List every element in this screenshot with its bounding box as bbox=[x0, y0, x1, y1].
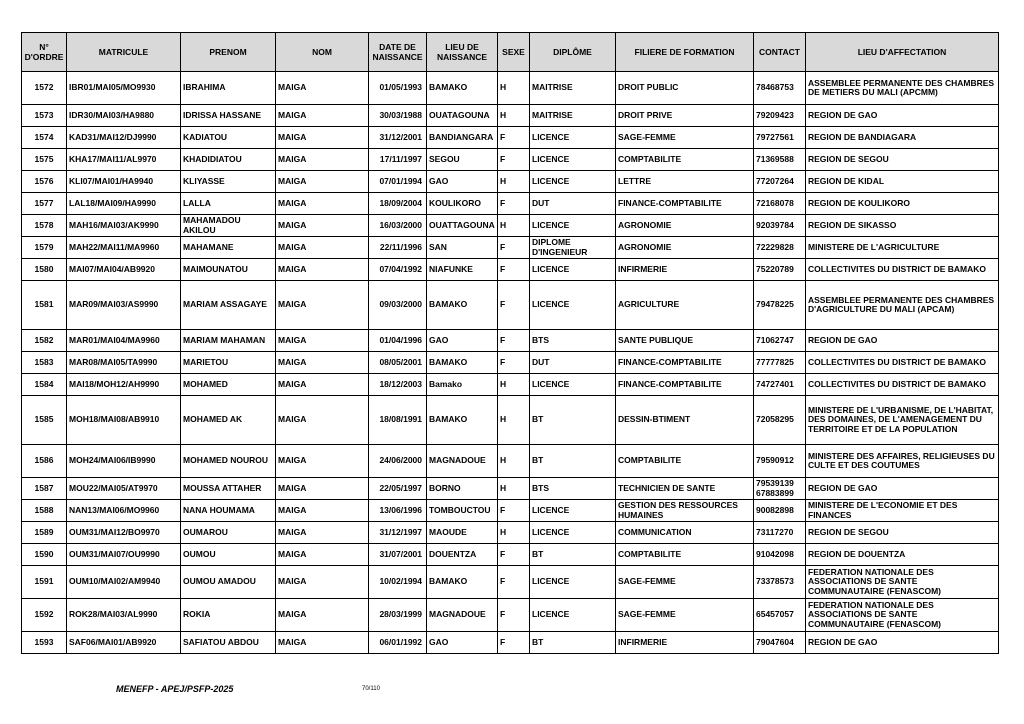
cell-nom: MAIGA bbox=[276, 72, 369, 105]
header-prenom: PRENOM bbox=[181, 33, 276, 72]
cell-affectation: COLLECTIVITES DU DISTRICT DE BAMAKO bbox=[806, 352, 999, 374]
table-row bbox=[22, 149, 999, 171]
cell-sexe: H bbox=[498, 522, 530, 544]
cell-nom: MAIGA bbox=[276, 171, 369, 193]
header-contact: CONTACT bbox=[754, 33, 806, 72]
cell-matricule: OUM10/MAI02/AM9940 bbox=[67, 566, 181, 599]
cell-lieu-naissance: OUATTAGOUNA bbox=[427, 215, 498, 237]
cell-matricule: KHA17/MAI11/AL9970 bbox=[67, 149, 181, 171]
cell-filiere: FINANCE-COMPTABILITE bbox=[616, 352, 754, 374]
cell-date-naissance: 10/02/1994 bbox=[369, 566, 427, 599]
cell-sexe: F bbox=[498, 281, 530, 330]
cell-lieu-naissance: BAMAKO bbox=[427, 396, 498, 445]
cell-diplome: DUT bbox=[530, 352, 616, 374]
cell-matricule: MOH18/MAI08/AB9910 bbox=[67, 396, 181, 445]
cell-filiere: COMPTABILITE bbox=[616, 544, 754, 566]
cell-lieu-naissance: NIAFUNKE bbox=[427, 259, 498, 281]
table-row bbox=[22, 237, 999, 259]
cell-lieu-naissance: DOUENTZA bbox=[427, 544, 498, 566]
cell-nom: MAIGA bbox=[276, 281, 369, 330]
cell-filiere: AGRONOMIE bbox=[616, 237, 754, 259]
cell-diplome: LICENCE bbox=[530, 149, 616, 171]
cell-diplome: LICENCE bbox=[530, 374, 616, 396]
cell-affectation: MINISTERE DES AFFAIRES, RELIGIEUSES DU CULTE ET DES COUTUMES bbox=[806, 445, 999, 478]
cell-nom: MAIGA bbox=[276, 127, 369, 149]
cell-prenom: SAFIATOU ABDOU bbox=[181, 632, 276, 654]
cell-date-naissance: 08/05/2001 bbox=[369, 352, 427, 374]
cell-prenom: OUMOU AMADOU bbox=[181, 566, 276, 599]
cell-ordre: 1585 bbox=[22, 396, 67, 445]
cell-filiere: COMMUNICATION bbox=[616, 522, 754, 544]
cell-prenom: KHADIDIATOU bbox=[181, 149, 276, 171]
cell-lieu-naissance: BAMAKO bbox=[427, 352, 498, 374]
cell-filiere: SAGE-FEMME bbox=[616, 127, 754, 149]
cell-matricule: SAF06/MAI01/AB9920 bbox=[67, 632, 181, 654]
cell-ordre: 1593 bbox=[22, 632, 67, 654]
cell-filiere: INFIRMERIE bbox=[616, 259, 754, 281]
cell-sexe: F bbox=[498, 566, 530, 599]
cell-date-naissance: 31/12/2001 bbox=[369, 127, 427, 149]
cell-nom: MAIGA bbox=[276, 352, 369, 374]
cell-prenom: MOHAMED AK bbox=[181, 396, 276, 445]
cell-sexe: H bbox=[498, 374, 530, 396]
cell-ordre: 1576 bbox=[22, 171, 67, 193]
cell-prenom: NANA HOUMAMA bbox=[181, 500, 276, 522]
cell-date-naissance: 17/11/1997 bbox=[369, 149, 427, 171]
cell-affectation: REGION DE GAO bbox=[806, 105, 999, 127]
cell-matricule: IBR01/MAI05/MO9930 bbox=[67, 72, 181, 105]
cell-matricule: KLI07/MAI01/HA9940 bbox=[67, 171, 181, 193]
cell-nom: MAIGA bbox=[276, 566, 369, 599]
table-row bbox=[22, 632, 999, 654]
cell-filiere: FINANCE-COMPTABILITE bbox=[616, 193, 754, 215]
cell-lieu-naissance: MAGNADOUE bbox=[427, 445, 498, 478]
cell-diplome: DIPLOME D'INGENIEUR bbox=[530, 237, 616, 259]
cell-prenom: IDRISSA HASSANE bbox=[181, 105, 276, 127]
cell-matricule: MAI18/MOH12/AH9990 bbox=[67, 374, 181, 396]
cell-contact: 71062747 bbox=[754, 330, 806, 352]
cell-matricule: MAR09/MAI03/AS9990 bbox=[67, 281, 181, 330]
cell-sexe: F bbox=[498, 599, 530, 632]
header-lieu-naissance: LIEU DE NAISSANCE bbox=[427, 33, 498, 72]
cell-affectation: REGION DE SIKASSO bbox=[806, 215, 999, 237]
cell-affectation: ASSEMBLEE PERMANENTE DES CHAMBRES DE METIERS DU MALI (APCMM) bbox=[806, 72, 999, 105]
cell-matricule: OUM31/MAI12/BO9970 bbox=[67, 522, 181, 544]
cell-lieu-naissance: GAO bbox=[427, 632, 498, 654]
cell-sexe: F bbox=[498, 632, 530, 654]
table-row bbox=[22, 500, 999, 522]
cell-sexe: F bbox=[498, 149, 530, 171]
cell-ordre: 1584 bbox=[22, 374, 67, 396]
cell-diplome: LICENCE bbox=[530, 215, 616, 237]
cell-ordre: 1578 bbox=[22, 215, 67, 237]
cell-matricule: NAN13/MAI06/MO9960 bbox=[67, 500, 181, 522]
cell-contact: 74727401 bbox=[754, 374, 806, 396]
cell-diplome: BTS bbox=[530, 330, 616, 352]
cell-affectation: REGION DE KIDAL bbox=[806, 171, 999, 193]
cell-affectation: COLLECTIVITES DU DISTRICT DE BAMAKO bbox=[806, 259, 999, 281]
cell-filiere: COMPTABILITE bbox=[616, 445, 754, 478]
cell-sexe: F bbox=[498, 352, 530, 374]
cell-ordre: 1590 bbox=[22, 544, 67, 566]
cell-contact: 72058295 bbox=[754, 396, 806, 445]
table-row bbox=[22, 445, 999, 478]
cell-affectation: REGION DE SEGOU bbox=[806, 149, 999, 171]
cell-diplome: BT bbox=[530, 445, 616, 478]
table-row bbox=[22, 127, 999, 149]
cell-matricule: MAR01/MAI04/MA9960 bbox=[67, 330, 181, 352]
cell-matricule: MOH24/MAI06/IB9990 bbox=[67, 445, 181, 478]
table-row bbox=[22, 566, 999, 599]
cell-affectation: FEDERATION NATIONALE DES ASSOCIATIONS DE SANTE COMMUNAUTAIRE (FENASCOM) bbox=[806, 566, 999, 599]
cell-date-naissance: 01/05/1993 bbox=[369, 72, 427, 105]
cell-sexe: F bbox=[498, 127, 530, 149]
table-row bbox=[22, 259, 999, 281]
cell-diplome: LICENCE bbox=[530, 127, 616, 149]
cell-date-naissance: 22/05/1997 bbox=[369, 478, 427, 500]
table-row bbox=[22, 193, 999, 215]
table-row bbox=[22, 215, 999, 237]
cell-filiere: SAGE-FEMME bbox=[616, 566, 754, 599]
cell-ordre: 1579 bbox=[22, 237, 67, 259]
cell-nom: MAIGA bbox=[276, 193, 369, 215]
cell-sexe: H bbox=[498, 396, 530, 445]
cell-sexe: H bbox=[498, 72, 530, 105]
cell-contact: 79539139 67883899 bbox=[754, 478, 806, 500]
cell-ordre: 1586 bbox=[22, 445, 67, 478]
cell-affectation: MINISTERE DE L'URBANISME, DE L'HABITAT, DES DOMAINES, DE L'AMENAGEMENT DU TERRITOIRE ET DE LA POPULATION bbox=[806, 396, 999, 445]
cell-diplome: LICENCE bbox=[530, 500, 616, 522]
cell-prenom: MOUSSA ATTAHER bbox=[181, 478, 276, 500]
cell-sexe: F bbox=[498, 193, 530, 215]
cell-date-naissance: 31/12/1997 bbox=[369, 522, 427, 544]
header-filiere: FILIERE DE FORMATION bbox=[616, 33, 754, 72]
cell-ordre: 1587 bbox=[22, 478, 67, 500]
cell-date-naissance: 07/04/1992 bbox=[369, 259, 427, 281]
cell-sexe: H bbox=[498, 445, 530, 478]
cell-nom: MAIGA bbox=[276, 149, 369, 171]
cell-affectation: FEDERATION NATIONALE DES ASSOCIATIONS DE SANTE COMMUNAUTAIRE (FENASCOM) bbox=[806, 599, 999, 632]
table-row bbox=[22, 478, 999, 500]
table-header-row bbox=[22, 33, 999, 72]
cell-filiere: INFIRMERIE bbox=[616, 632, 754, 654]
cell-sexe: H bbox=[498, 105, 530, 127]
header-date-naissance: DATE DE NAISSANCE bbox=[369, 33, 427, 72]
cell-contact: 72168078 bbox=[754, 193, 806, 215]
cell-date-naissance: 07/01/1994 bbox=[369, 171, 427, 193]
table-row bbox=[22, 105, 999, 127]
cell-contact: 92039784 bbox=[754, 215, 806, 237]
cell-affectation: REGION DE GAO bbox=[806, 330, 999, 352]
cell-filiere: DROIT PRIVE bbox=[616, 105, 754, 127]
cell-diplome: LICENCE bbox=[530, 566, 616, 599]
cell-nom: MAIGA bbox=[276, 478, 369, 500]
cell-contact: 79047604 bbox=[754, 632, 806, 654]
cell-date-naissance: 24/06/2000 bbox=[369, 445, 427, 478]
cell-prenom: LALLA bbox=[181, 193, 276, 215]
cell-sexe: F bbox=[498, 544, 530, 566]
cell-lieu-naissance: SEGOU bbox=[427, 149, 498, 171]
cell-nom: MAIGA bbox=[276, 259, 369, 281]
cell-nom: MAIGA bbox=[276, 237, 369, 259]
cell-ordre: 1580 bbox=[22, 259, 67, 281]
table-body bbox=[22, 72, 999, 654]
cell-contact: 79209423 bbox=[754, 105, 806, 127]
cell-filiere: GESTION DES RESSOURCES HUMAINES bbox=[616, 500, 754, 522]
cell-contact: 91042098 bbox=[754, 544, 806, 566]
header-nom: NOM bbox=[276, 33, 369, 72]
cell-lieu-naissance: MAOUDE bbox=[427, 522, 498, 544]
header-sexe: SEXE bbox=[498, 33, 530, 72]
cell-diplome: BT bbox=[530, 544, 616, 566]
cell-prenom: IBRAHIMA bbox=[181, 72, 276, 105]
table-row bbox=[22, 72, 999, 105]
cell-contact: 77207264 bbox=[754, 171, 806, 193]
cell-date-naissance: 28/03/1999 bbox=[369, 599, 427, 632]
cell-diplome: BT bbox=[530, 396, 616, 445]
cell-filiere: DESSIN-BTIMENT bbox=[616, 396, 754, 445]
cell-nom: MAIGA bbox=[276, 445, 369, 478]
cell-ordre: 1572 bbox=[22, 72, 67, 105]
cell-diplome: MAITRISE bbox=[530, 105, 616, 127]
cell-diplome: LICENCE bbox=[530, 281, 616, 330]
cell-diplome: BTS bbox=[530, 478, 616, 500]
cell-prenom: KADIATOU bbox=[181, 127, 276, 149]
cell-contact: 79727561 bbox=[754, 127, 806, 149]
cell-filiere: SAGE-FEMME bbox=[616, 599, 754, 632]
table-row bbox=[22, 599, 999, 632]
cell-date-naissance: 18/08/1991 bbox=[369, 396, 427, 445]
cell-nom: MAIGA bbox=[276, 105, 369, 127]
cell-prenom: MARIETOU bbox=[181, 352, 276, 374]
header-ordre: N° D'ORDRE bbox=[22, 33, 67, 72]
cell-nom: MAIGA bbox=[276, 215, 369, 237]
cell-sexe: F bbox=[498, 237, 530, 259]
cell-sexe: H bbox=[498, 478, 530, 500]
cell-affectation: MINISTERE DE L'AGRICULTURE bbox=[806, 237, 999, 259]
cell-filiere: DROIT PUBLIC bbox=[616, 72, 754, 105]
cell-prenom: KLIYASSE bbox=[181, 171, 276, 193]
cell-contact: 71369588 bbox=[754, 149, 806, 171]
cell-prenom: MARIAM MAHAMAN bbox=[181, 330, 276, 352]
cell-affectation: REGION DE BANDIAGARA bbox=[806, 127, 999, 149]
cell-ordre: 1575 bbox=[22, 149, 67, 171]
cell-contact: 73378573 bbox=[754, 566, 806, 599]
cell-lieu-naissance: Bamako bbox=[427, 374, 498, 396]
cell-diplome: LICENCE bbox=[530, 171, 616, 193]
cell-sexe: F bbox=[498, 259, 530, 281]
table-row bbox=[22, 522, 999, 544]
cell-matricule: KAD31/MAI12/DJ9990 bbox=[67, 127, 181, 149]
cell-nom: MAIGA bbox=[276, 522, 369, 544]
table-row bbox=[22, 352, 999, 374]
cell-nom: MAIGA bbox=[276, 396, 369, 445]
cell-date-naissance: 18/12/2003 bbox=[369, 374, 427, 396]
cell-date-naissance: 16/03/2000 bbox=[369, 215, 427, 237]
cell-matricule: MAR08/MAI05/TA9990 bbox=[67, 352, 181, 374]
cell-ordre: 1581 bbox=[22, 281, 67, 330]
cell-lieu-naissance: SAN bbox=[427, 237, 498, 259]
cell-affectation: REGION DE SEGOU bbox=[806, 522, 999, 544]
table-row bbox=[22, 374, 999, 396]
cell-filiere: AGRICULTURE bbox=[616, 281, 754, 330]
cell-affectation: REGION DE GAO bbox=[806, 478, 999, 500]
cell-matricule: MAH16/MAI03/AK9990 bbox=[67, 215, 181, 237]
cell-prenom: MAIMOUNATOU bbox=[181, 259, 276, 281]
cell-lieu-naissance: GAO bbox=[427, 171, 498, 193]
cell-ordre: 1588 bbox=[22, 500, 67, 522]
cell-date-naissance: 06/01/1992 bbox=[369, 632, 427, 654]
cell-contact: 78468753 bbox=[754, 72, 806, 105]
cell-lieu-naissance: BORNO bbox=[427, 478, 498, 500]
cell-matricule: OUM31/MAI07/OU9990 bbox=[67, 544, 181, 566]
cell-affectation: REGION DE DOUENTZA bbox=[806, 544, 999, 566]
cell-contact: 73117270 bbox=[754, 522, 806, 544]
cell-matricule: MOU22/MAI05/AT9970 bbox=[67, 478, 181, 500]
cell-contact: 65457057 bbox=[754, 599, 806, 632]
cell-lieu-naissance: BAMAKO bbox=[427, 281, 498, 330]
cell-prenom: MAHAMADOU AKILOU bbox=[181, 215, 276, 237]
cell-diplome: LICENCE bbox=[530, 522, 616, 544]
cell-contact: 79590912 bbox=[754, 445, 806, 478]
cell-ordre: 1583 bbox=[22, 352, 67, 374]
cell-matricule: ROK28/MAI03/AL9990 bbox=[67, 599, 181, 632]
cell-date-naissance: 18/09/2004 bbox=[369, 193, 427, 215]
cell-sexe: F bbox=[498, 330, 530, 352]
cell-affectation: ASSEMBLEE PERMANENTE DES CHAMBRES D'AGRICULTURE DU MALI (APCAM) bbox=[806, 281, 999, 330]
cell-lieu-naissance: BAMAKO bbox=[427, 72, 498, 105]
cell-date-naissance: 31/07/2001 bbox=[369, 544, 427, 566]
table-row bbox=[22, 281, 999, 330]
cell-sexe: F bbox=[498, 500, 530, 522]
cell-prenom: MOHAMED NOUROU bbox=[181, 445, 276, 478]
cell-nom: MAIGA bbox=[276, 374, 369, 396]
cell-affectation: REGION DE GAO bbox=[806, 632, 999, 654]
cell-prenom: MAHAMANE bbox=[181, 237, 276, 259]
cell-diplome: LICENCE bbox=[530, 259, 616, 281]
cell-matricule: MAI07/MAI04/AB9920 bbox=[67, 259, 181, 281]
cell-ordre: 1589 bbox=[22, 522, 67, 544]
cell-prenom: OUMOU bbox=[181, 544, 276, 566]
cell-date-naissance: 22/11/1996 bbox=[369, 237, 427, 259]
cell-prenom: MARIAM ASSAGAYE bbox=[181, 281, 276, 330]
cell-prenom: OUMAROU bbox=[181, 522, 276, 544]
cell-filiere: AGRONOMIE bbox=[616, 215, 754, 237]
cell-nom: MAIGA bbox=[276, 500, 369, 522]
cell-ordre: 1592 bbox=[22, 599, 67, 632]
cell-lieu-naissance: TOMBOUCTOU bbox=[427, 500, 498, 522]
cell-filiere: SANTE PUBLIQUE bbox=[616, 330, 754, 352]
cell-diplome: MAITRISE bbox=[530, 72, 616, 105]
cell-matricule: IDR30/MAI03/HA9880 bbox=[67, 105, 181, 127]
header-affectation: LIEU D'AFFECTATION bbox=[806, 33, 999, 72]
cell-nom: MAIGA bbox=[276, 632, 369, 654]
cell-affectation: COLLECTIVITES DU DISTRICT DE BAMAKO bbox=[806, 374, 999, 396]
cell-lieu-naissance: GAO bbox=[427, 330, 498, 352]
table-row bbox=[22, 330, 999, 352]
table-row bbox=[22, 396, 999, 445]
cell-contact: 90082898 bbox=[754, 500, 806, 522]
cell-prenom: MOHAMED bbox=[181, 374, 276, 396]
cell-affectation: REGION DE KOULIKORO bbox=[806, 193, 999, 215]
cell-filiere: FINANCE-COMPTABILITE bbox=[616, 374, 754, 396]
cell-affectation: MINISTERE DE L'ECONOMIE ET DES FINANCES bbox=[806, 500, 999, 522]
cell-diplome: DUT bbox=[530, 193, 616, 215]
cell-lieu-naissance: MAGNADOUE bbox=[427, 599, 498, 632]
table-row bbox=[22, 171, 999, 193]
table-row bbox=[22, 544, 999, 566]
cell-nom: MAIGA bbox=[276, 330, 369, 352]
cell-diplome: BT bbox=[530, 632, 616, 654]
cell-nom: MAIGA bbox=[276, 544, 369, 566]
cell-ordre: 1591 bbox=[22, 566, 67, 599]
cell-filiere: TECHNICIEN DE SANTE bbox=[616, 478, 754, 500]
header-diplome: DIPLÔME bbox=[530, 33, 616, 72]
cell-diplome: LICENCE bbox=[530, 599, 616, 632]
affectation-table bbox=[21, 32, 999, 654]
cell-contact: 72229828 bbox=[754, 237, 806, 259]
cell-lieu-naissance: OUATAGOUNA bbox=[427, 105, 498, 127]
cell-ordre: 1582 bbox=[22, 330, 67, 352]
cell-lieu-naissance: KOULIKORO bbox=[427, 193, 498, 215]
header-matricule: MATRICULE bbox=[67, 33, 181, 72]
cell-sexe: H bbox=[498, 171, 530, 193]
cell-contact: 77777825 bbox=[754, 352, 806, 374]
cell-date-naissance: 30/03/1988 bbox=[369, 105, 427, 127]
page-number: 70/110 bbox=[362, 686, 380, 692]
cell-ordre: 1573 bbox=[22, 105, 67, 127]
cell-matricule: LAL18/MAI09/HA9990 bbox=[67, 193, 181, 215]
cell-lieu-naissance: BAMAKO bbox=[427, 566, 498, 599]
cell-sexe: H bbox=[498, 215, 530, 237]
cell-lieu-naissance: BANDIANGARA bbox=[427, 127, 498, 149]
cell-filiere: COMPTABILITE bbox=[616, 149, 754, 171]
footer-reference: MENEFP - APEJ/PSFP-2025 bbox=[116, 684, 234, 694]
cell-date-naissance: 09/03/2000 bbox=[369, 281, 427, 330]
cell-date-naissance: 01/04/1996 bbox=[369, 330, 427, 352]
cell-date-naissance: 13/06/1996 bbox=[369, 500, 427, 522]
cell-matricule: MAH22/MAI11/MA9960 bbox=[67, 237, 181, 259]
cell-ordre: 1574 bbox=[22, 127, 67, 149]
cell-prenom: ROKIA bbox=[181, 599, 276, 632]
cell-contact: 79478225 bbox=[754, 281, 806, 330]
cell-nom: MAIGA bbox=[276, 599, 369, 632]
cell-filiere: LETTRE bbox=[616, 171, 754, 193]
cell-contact: 75220789 bbox=[754, 259, 806, 281]
cell-ordre: 1577 bbox=[22, 193, 67, 215]
